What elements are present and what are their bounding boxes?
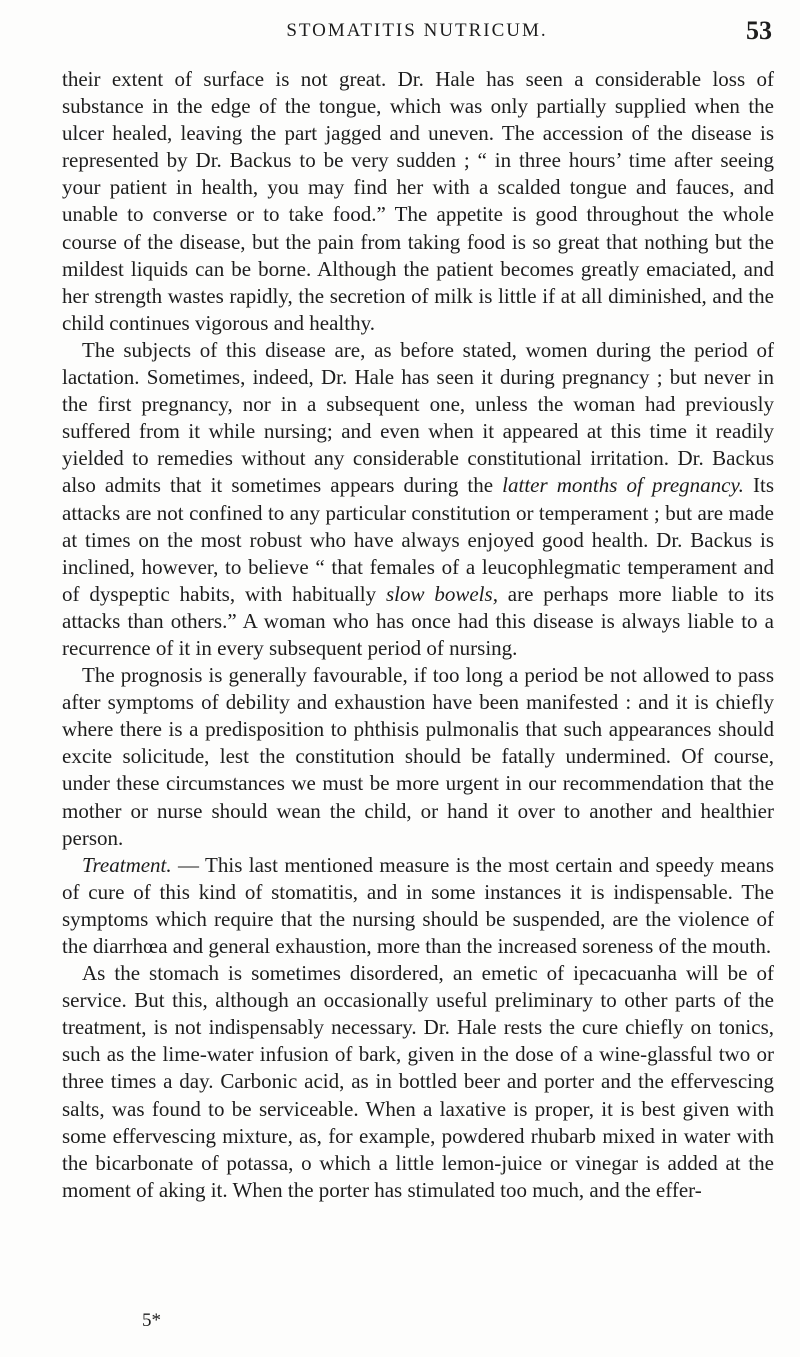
page-header	[62, 14, 772, 54]
latter-months-phrase: latter months of pregnancy.	[502, 473, 744, 498]
signature-mark: 5*	[142, 1310, 161, 1331]
paragraph-4-text: — This last mentioned measure is the most certain and speedy means of cure of this kind of stomatitis, and in some instances it is indispensable. The symptoms which require that the nursing should be suspended, are the violence of the diarrhœa and general exhaustion, more than the increased soreness of the mouth.	[62, 852, 774, 958]
treatment-heading: Treatment.	[82, 852, 172, 877]
paragraph-4	[62, 852, 774, 960]
paragraph-2-part-b: Its attacks are not confined to any particular constitution or temperament ; but are made at times on the most robust who have always enjoyed good health. Dr. Backus is inclined, however, to believe “ that females of a leucophlegmatic temperament and of dyspeptic habits, with habitually	[62, 473, 774, 606]
body-text	[62, 66, 774, 1204]
paragraph-5: As the stomach is sometimes disordered, an emetic of ipecacuanha will be of service. But this, although an occasionally useful preliminary to other parts of the treatment, is not indispensably necessary. Dr. Hale rests the cure chiefly on tonics, such as the lime-water infusion of bark, given in the dose of a wine-glassful two or three times a day. Carbonic acid, as in bottled beer and porter and the effervescing salts, was found to be serviceable. When a laxative is proper, it is best given with some effervescing mixture, as, for example, powdered rhubarb mixed in water with the bicarbonate of potassa, o which a little lemon-juice or vinegar is added at the moment of aking it. When the porter has stimulated too much, and the effer-	[62, 961, 774, 1202]
page-number: 53	[746, 16, 772, 45]
paragraph-2-part-c: are perhaps more liable to its attacks than others.” A woman who has once had this disease is always liable to a recurrence of it in every subsequent period of nursing.	[62, 581, 774, 660]
slow-bowels-phrase: slow bowels,	[385, 581, 498, 606]
paragraph-2	[62, 337, 774, 662]
paragraph-3: The prognosis is generally favourable, if too long a period be not allowed to pass after symptoms of debility and exhaustion have been manifested : and it is chiefly where there is a predisposition to phthisis pulmonalis that such appearances should excite solicitude, lest the constitution should be fatally undermined. Of course, under these circumstances we must be more urgent in our recommendation that the mother or nurse should wean the child, or hand it over to another and healthier person.	[62, 663, 774, 850]
paragraph-2-part-a: The subjects of this disease are, as before stated, women during the period of lactation. Sometimes, indeed, Dr. Hale has seen it during pregnancy ; but never in the first pregnancy, nor in a subsequent one, unless the woman had previously suffered from it while nursing; and even when it appeared at this time it readily yielded to remedies without any considerable constitutional irritation. Dr. Backus also admits that it sometimes appears during the	[62, 337, 774, 498]
paragraph-1: their extent of surface is not great. Dr. Hale has seen a considerable loss of substance in the edge of the tongue, which was only partially supplied when the ulcer healed, leaving the part jagged and uneven. The accession of the disease is represented by Dr. Backus to be very sudden ; “ in three hours’ time after seeing your patient in health, you may find her with a scalded tongue and fauces, and unable to converse or to take food.” The appetite is good throughout the whole course of the disease, but the pain from taking food is so great that nothing but the mildest liquids can be borne. Although the patient becomes greatly emaciated, and her strength wastes rapidly, the secretion of milk is little if at all diminished, and the child continues vigorous and healthy.	[62, 67, 774, 335]
running-title: STOMATITIS NUTRICUM.	[286, 20, 548, 41]
